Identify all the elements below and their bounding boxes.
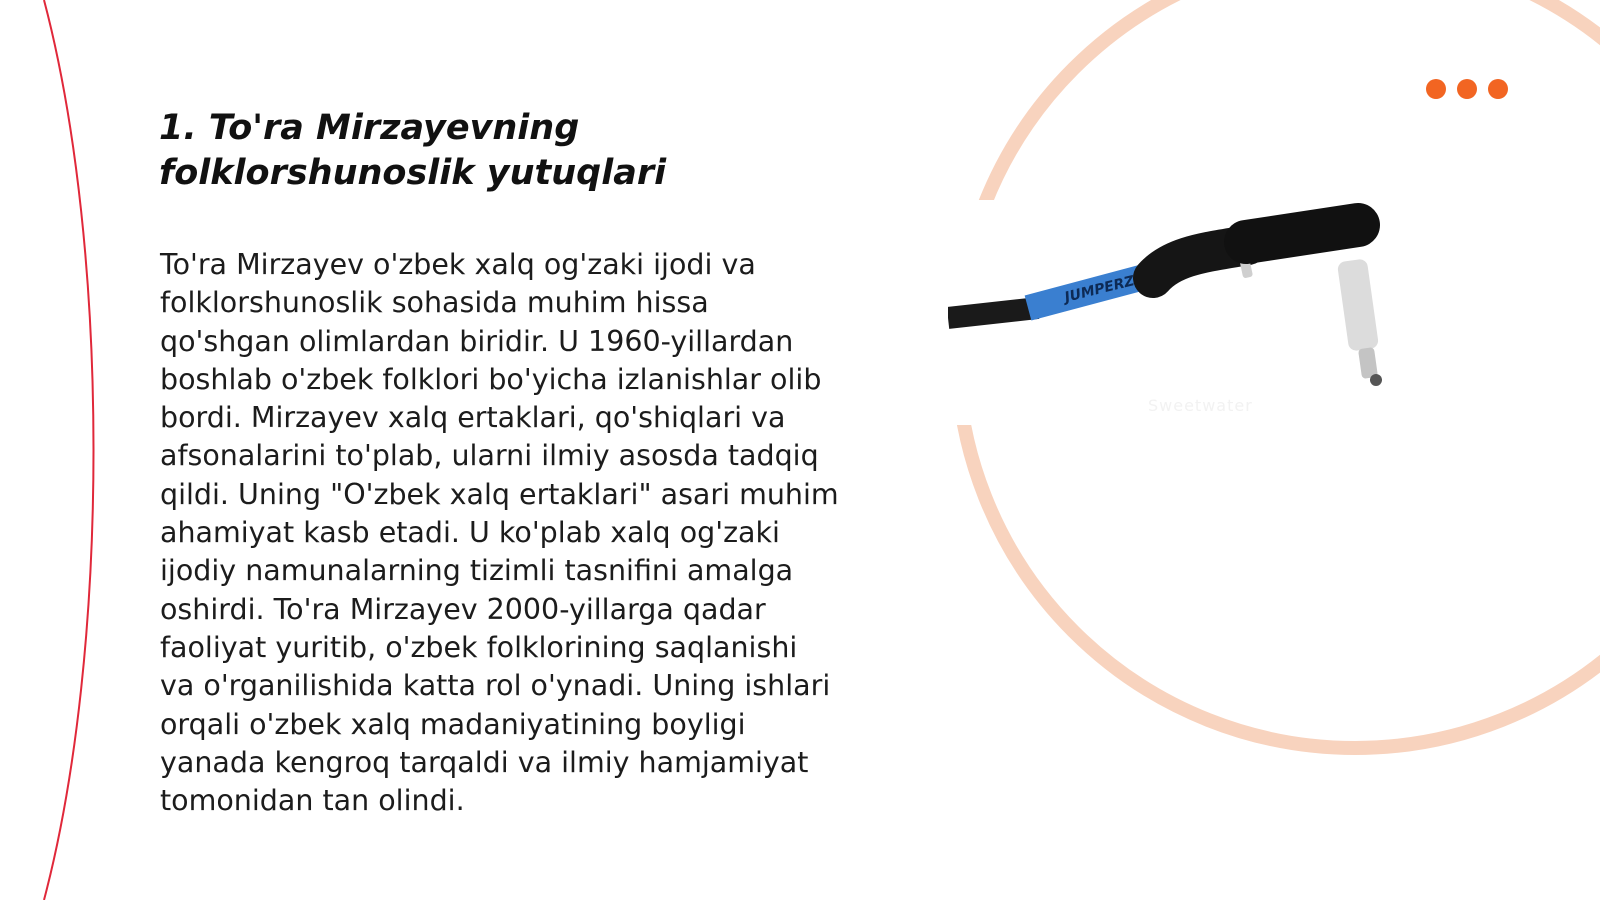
guitar-cable-illustration	[948, 200, 1428, 425]
dot-icon	[1426, 79, 1446, 99]
left-curve-line	[44, 0, 94, 900]
dot-icon	[1488, 79, 1508, 99]
slide-body-text: To'ra Mirzayev o'zbek xalq og'zaki ijodi va folklorshunoslik sohasida muhim hissa qo'shgan olimlardan biridir. U 1960-yillardan boshlab o'zbek folklori bo'yicha izlanishlar olib bordi. Mirzayev xalq ertaklari, qo'shiqlari va afsonalarini to'plab, ularni ilmiy asosda tadqiq qildi. Uning "O'zbek xalq ertaklari" asari muhim ahamiyat kasb etadi. U ko'plab xalq og'zaki ijodiy namunalarning tizimli tasnifini amalga oshirdi. To'ra Mirzayev 2000-yillarga qadar faoliyat yuritib, o'zbek folklorining saqlanishi va o'rganilishida katta rol o'ynadi. Uning ishlari orqali o'zbek xalq madaniyatining boyligi yanada kengroq tarqaldi va ilmiy hamjamiyat tomonidan tan olindi.	[160, 248, 839, 818]
dot-icon	[1457, 79, 1477, 99]
slide-title: 1. To'ra Mirzayevning folklorshunoslik yutuqlari	[159, 108, 667, 193]
cable-product-image	[948, 200, 1428, 425]
cable-print-text: JUMPERZ 20'	[1063, 266, 1164, 306]
dots-menu-icon	[1426, 79, 1508, 99]
image-watermark: Sweetwater	[1148, 396, 1253, 415]
